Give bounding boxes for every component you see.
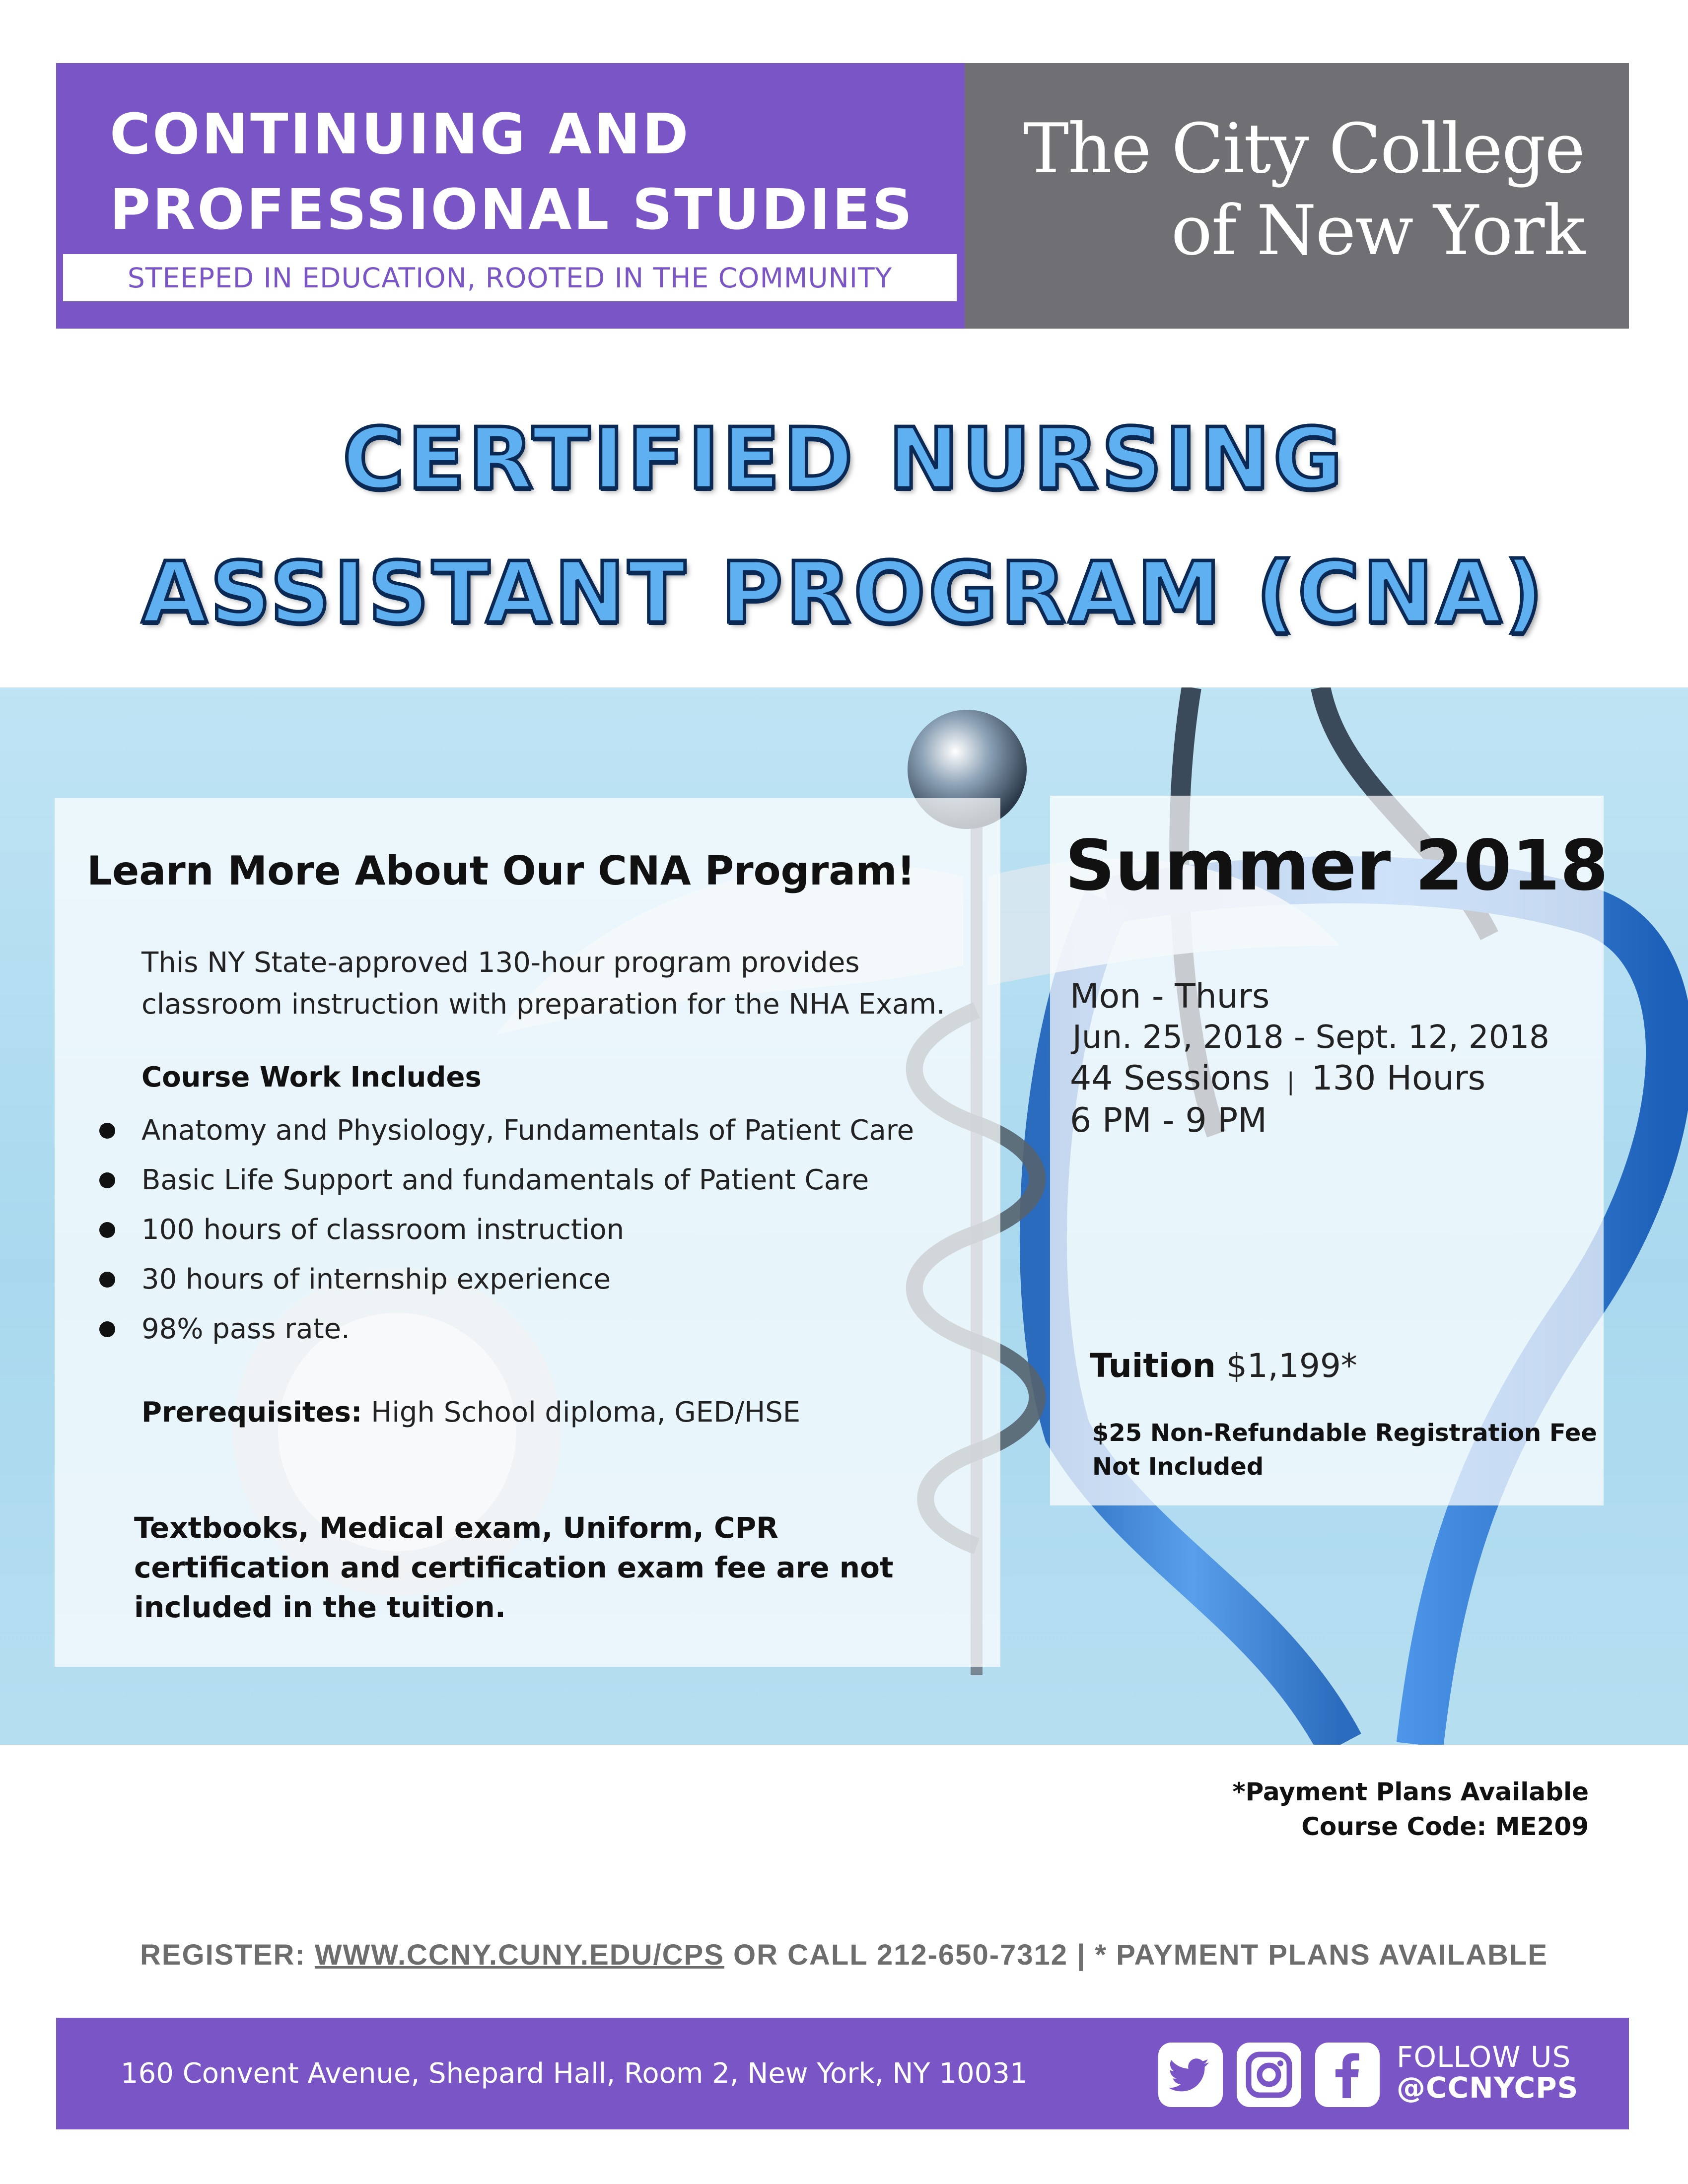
tuition-value: $1,199* — [1226, 1347, 1357, 1385]
bullet-icon — [99, 1222, 115, 1238]
page-title — [0, 392, 1688, 660]
college-name-line1: The City College — [1023, 109, 1584, 189]
bullet-icon — [99, 1321, 115, 1337]
college-banner — [965, 63, 1629, 329]
cps-banner — [56, 63, 965, 329]
payment-plans-note — [1232, 1774, 1589, 1844]
tagline-box — [63, 254, 957, 301]
class-days: Mon - Thurs — [1070, 977, 1270, 1016]
twitter-icon[interactable] — [1158, 2043, 1223, 2107]
course-item-text: 100 hours of classroom instruction — [141, 1214, 625, 1246]
session-count: 44 Sessions — [1070, 1059, 1270, 1098]
registration-fee-note — [1092, 1416, 1597, 1484]
prerequisites — [141, 1396, 800, 1429]
registration-fee-line1: $25 Non-Refundable Registration Fee — [1092, 1419, 1597, 1447]
bullet-icon — [99, 1272, 115, 1288]
not-included-note-line2: certification and certification exam fee are not — [134, 1551, 894, 1584]
program-name-line2: PROFESSIONAL STUDIES — [110, 178, 914, 242]
bullet-icon — [99, 1123, 115, 1139]
tuition — [1090, 1347, 1357, 1385]
program-name-line1: CONTINUING AND — [110, 102, 691, 167]
prerequisites-value: High School diploma, GED/HSE — [371, 1396, 801, 1429]
class-time: 6 PM - 9 PM — [1070, 1101, 1267, 1140]
list-item — [94, 1111, 914, 1160]
course-work-list — [94, 1111, 914, 1359]
course-item-text: Anatomy and Physiology, Fundamentals of Patient Care — [141, 1114, 914, 1147]
not-included-note-line3: included in the tuition. — [134, 1590, 506, 1624]
register-line — [0, 1938, 1688, 1972]
footer-bar — [56, 2018, 1629, 2129]
instagram-icon[interactable] — [1237, 2043, 1301, 2107]
course-item-text: 30 hours of internship experience — [141, 1263, 611, 1296]
follow-us-label: FOLLOW US — [1397, 2040, 1571, 2074]
register-label: REGISTER: — [140, 1939, 306, 1971]
list-item — [94, 1210, 914, 1260]
program-description — [141, 942, 945, 1025]
sessions-hours — [1070, 1059, 1485, 1098]
course-item-text: 98% pass rate. — [141, 1313, 350, 1345]
bullet-icon — [99, 1172, 115, 1188]
program-info-card — [55, 798, 1000, 1667]
program-description-line2: classroom instruction with preparation for the NHA Exam. — [141, 988, 945, 1021]
header-banner — [56, 63, 1629, 329]
college-logo-text — [1023, 108, 1584, 272]
register-link[interactable]: WWW.CCNY.CUNY.EDU/CPS — [314, 1939, 724, 1971]
list-item — [94, 1160, 914, 1210]
prerequisites-label: Prerequisites: — [141, 1396, 362, 1429]
program-description-line1: This NY State-approved 130-hour program provides — [141, 947, 860, 979]
program-name — [110, 97, 914, 248]
list-item — [94, 1309, 914, 1359]
not-included-note-line1: Textbooks, Medical exam, Uniform, CPR — [134, 1511, 778, 1545]
register-phone: OR CALL 212-650-7312 | * PAYMENT PLANS AVAILABLE — [733, 1939, 1548, 1971]
tuition-label: Tuition — [1090, 1347, 1216, 1385]
course-code: Course Code: ME209 — [1301, 1812, 1589, 1841]
separator: | — [1286, 1068, 1295, 1095]
class-dates: Jun. 25, 2018 - Sept. 12, 2018 — [1072, 1019, 1549, 1056]
address: 160 Convent Avenue, Shepard Hall, Room 2, New York, NY 10031 — [121, 2057, 1028, 2090]
list-item — [94, 1260, 914, 1309]
program-info-heading: Learn More About Our CNA Program! — [87, 848, 915, 894]
course-item-text: Basic Life Support and fundamentals of Patient Care — [141, 1164, 869, 1196]
schedule-card — [1050, 796, 1609, 1505]
college-name-line2: of New York — [1171, 191, 1584, 271]
social-handle[interactable]: @CCNYCPS — [1397, 2071, 1579, 2105]
hour-count: 130 Hours — [1311, 1059, 1486, 1098]
payment-plans-line: *Payment Plans Available — [1232, 1777, 1589, 1806]
facebook-icon[interactable] — [1315, 2043, 1380, 2107]
course-work-heading: Course Work Includes — [141, 1061, 482, 1093]
term-title: Summer 2018 — [1065, 825, 1609, 906]
page-title-line2: ASSISTANT PROGRAM (CNA) — [141, 544, 1547, 642]
follow-us — [1397, 2042, 1578, 2103]
not-included-note — [134, 1508, 894, 1627]
page-title-line1: CERTIFIED NURSING — [343, 410, 1345, 508]
tagline: STEEPED IN EDUCATION, ROOTED IN THE COMMUNITY — [127, 262, 893, 294]
registration-fee-line2: Not Included — [1092, 1453, 1264, 1481]
